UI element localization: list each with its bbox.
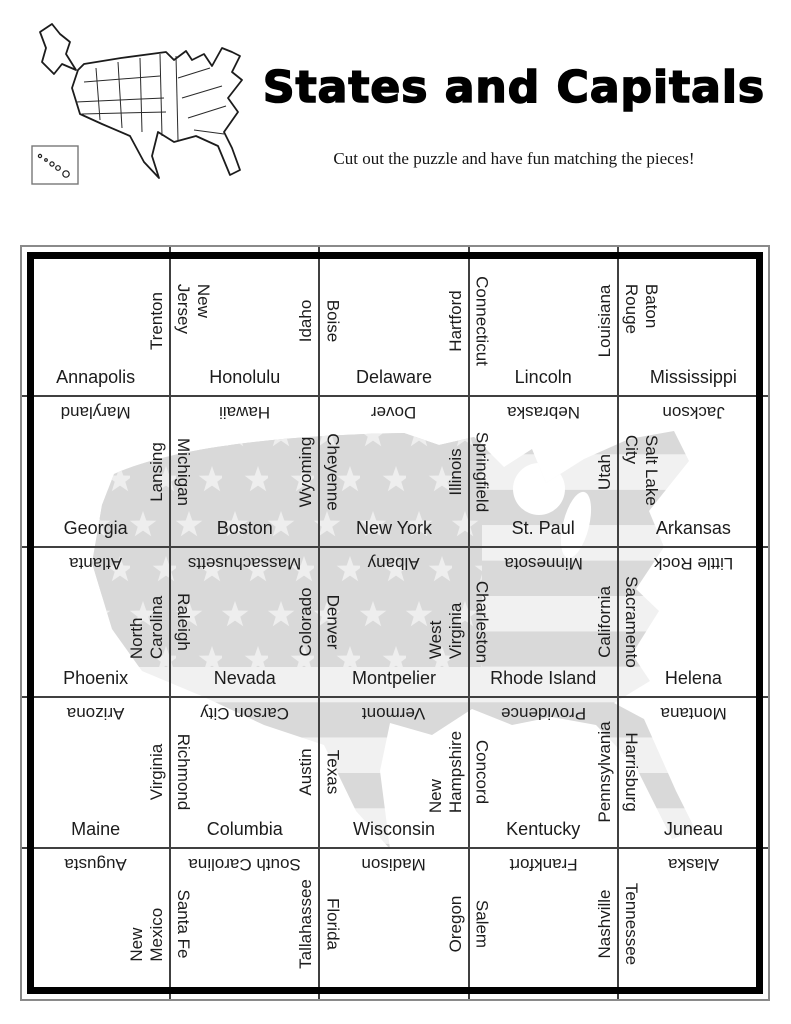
cell-top-label: Augusta <box>64 854 127 874</box>
cell-right-label: Pennsylvania <box>594 721 614 823</box>
hawaii-inset-icon <box>32 146 78 184</box>
puzzle-piece <box>619 548 768 698</box>
puzzle-piece <box>171 397 320 547</box>
cell-right-label: West Virginia <box>425 602 465 660</box>
cell-bottom-label: Mississippi <box>649 367 737 388</box>
puzzle-piece <box>22 548 171 698</box>
cell-top-label: South Carolina <box>188 854 302 874</box>
cell-bottom-label: Annapolis <box>56 367 136 388</box>
cell-bottom-label: Honolulu <box>209 367 281 388</box>
puzzle-piece <box>320 397 469 547</box>
cell-top-label: Dover <box>371 403 417 423</box>
cell-right-label: Trenton <box>147 292 167 351</box>
cell-left-label: Boise <box>323 299 343 343</box>
puzzle-piece <box>320 247 469 397</box>
cell-right-label: New Mexico <box>127 907 167 962</box>
cell-left-label: Texas <box>323 750 343 795</box>
cell-top-label: Arizona <box>66 704 125 724</box>
cell-right-label: Wyoming <box>296 436 316 507</box>
puzzle-piece <box>22 247 171 397</box>
cell-bottom-label: Maine <box>71 818 121 839</box>
cell-left-label: Raleigh <box>174 593 194 651</box>
cell-right-label: Hartford <box>445 290 465 352</box>
cell-top-label: Providence <box>500 704 586 724</box>
puzzle-piece <box>320 548 469 698</box>
cell-right-label: Utah <box>594 453 614 490</box>
us-map-image <box>26 18 260 194</box>
cell-bottom-label: Arkansas <box>655 517 731 538</box>
puzzle-table <box>20 245 770 1001</box>
cell-bottom-label: Kentucky <box>506 818 581 839</box>
cell-top-label: Atlanta <box>69 553 123 573</box>
cell-left-label: Salt Lake City <box>621 434 661 506</box>
cell-bottom-label: Georgia <box>63 517 128 538</box>
cell-left-label: Sacramento <box>621 576 641 668</box>
puzzle-piece <box>171 849 320 999</box>
cell-bottom-label: Rhode Island <box>490 668 597 689</box>
us-outline <box>72 48 242 178</box>
cell-right-label: Idaho <box>296 299 316 343</box>
cell-right-label: Illinois <box>445 447 465 496</box>
cell-right-label: Lansing <box>147 441 167 502</box>
puzzle-piece <box>22 698 171 848</box>
puzzle-piece <box>22 849 171 999</box>
puzzle-piece <box>619 698 768 848</box>
cell-bottom-label: Boston <box>216 517 273 538</box>
cell-right-label: Oregon <box>445 895 465 953</box>
cell-top-label: Vermont <box>362 704 426 724</box>
cell-top-label: Madison <box>361 854 427 874</box>
cell-bottom-label: Wisconsin <box>352 818 435 839</box>
puzzle-piece <box>470 548 619 698</box>
cell-right-label: Louisiana <box>594 284 614 358</box>
cell-left-label: Florida <box>323 897 343 950</box>
cell-left-label: Connecticut <box>472 276 492 367</box>
puzzle-piece <box>171 247 320 397</box>
cell-top-label: Hawaii <box>219 403 271 423</box>
puzzle-piece <box>619 247 768 397</box>
cell-right-label: Austin <box>296 748 316 797</box>
puzzle-piece <box>320 698 469 848</box>
cell-left-label: Harrisburg <box>621 732 641 813</box>
cell-left-label: Springfield <box>472 431 492 512</box>
cell-top-label: Maryland <box>60 403 131 423</box>
cell-top-label: Minnesota <box>503 553 583 573</box>
puzzle-piece <box>171 698 320 848</box>
cell-left-label: Charleston <box>472 580 492 664</box>
cell-left-label: Santa Fe <box>174 889 194 959</box>
cell-top-label: Massachusetts <box>188 553 302 573</box>
page-title: States and Capitals <box>262 62 766 113</box>
cell-right-label: New Hampshire <box>425 731 465 814</box>
cell-top-label: Albany <box>368 553 420 573</box>
cell-right-label: Virginia <box>147 744 167 801</box>
cell-left-label: Salem <box>472 899 492 948</box>
cell-bottom-label: Nevada <box>213 668 276 689</box>
puzzle-piece <box>470 849 619 999</box>
puzzle-piece <box>22 397 171 547</box>
cell-top-label: Alaska <box>667 854 719 874</box>
puzzle-piece <box>470 247 619 397</box>
cell-bottom-label: New York <box>355 517 433 538</box>
cell-right-label: Colorado <box>296 587 316 657</box>
puzzle-piece <box>320 849 469 999</box>
cell-top-label: Montana <box>660 704 727 724</box>
cell-bottom-label: Delaware <box>355 367 433 388</box>
cell-right-label: California <box>594 586 614 658</box>
cell-bottom-label: St. Paul <box>511 517 575 538</box>
cell-top-label: Nebraska <box>506 403 580 423</box>
cell-top-label: Carson City <box>200 704 290 724</box>
cell-bottom-label: Montpelier <box>351 668 437 689</box>
cell-top-label: Frankfort <box>509 854 578 874</box>
cell-bottom-label: Helena <box>664 668 722 689</box>
alaska-icon <box>40 24 76 74</box>
cell-bottom-label: Columbia <box>206 818 283 839</box>
cell-bottom-label: Juneau <box>663 818 723 839</box>
puzzle-piece <box>619 849 768 999</box>
cell-top-label: Jackson <box>662 403 725 423</box>
cell-right-label: North Carolina <box>127 595 167 660</box>
cell-left-label: Baton Rouge <box>621 284 661 335</box>
cell-left-label: Denver <box>323 594 343 650</box>
cell-left-label: Tennessee <box>621 882 641 965</box>
cell-right-label: Tallahassee <box>296 878 316 969</box>
puzzle-piece <box>470 698 619 848</box>
page-subtitle: Cut out the puzzle and have fun matching the pieces! <box>333 149 695 168</box>
cell-left-label: New Jersey <box>174 284 214 335</box>
cell-left-label: Michigan <box>174 437 194 506</box>
cell-left-label: Richmond <box>174 734 194 811</box>
puzzle-piece <box>619 397 768 547</box>
cell-left-label: Cheyenne <box>323 432 343 511</box>
cell-left-label: Concord <box>472 740 492 805</box>
cell-bottom-label: Lincoln <box>514 367 572 388</box>
puzzle-cells <box>22 247 768 999</box>
puzzle-piece <box>171 548 320 698</box>
cell-bottom-label: Phoenix <box>63 668 129 689</box>
cell-top-label: Little Rock <box>653 553 734 573</box>
cell-right-label: Nashville <box>594 889 614 959</box>
puzzle-piece <box>470 397 619 547</box>
